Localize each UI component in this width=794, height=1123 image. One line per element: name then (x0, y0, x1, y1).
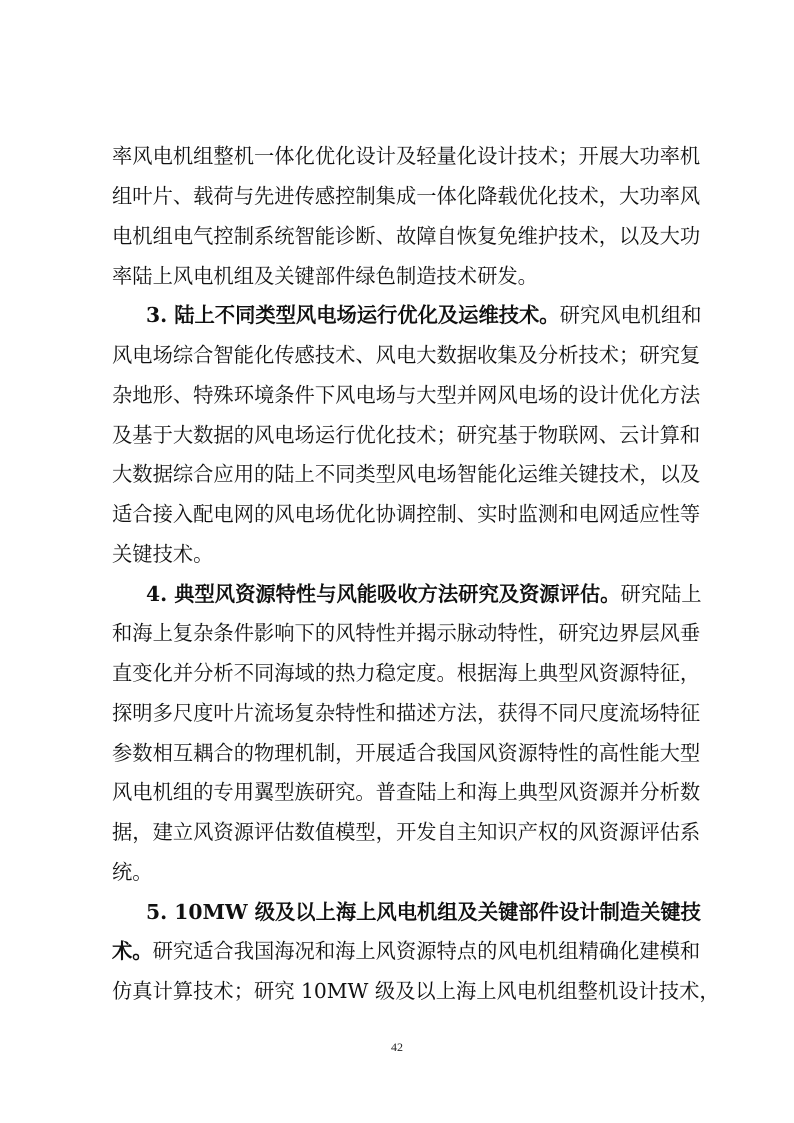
text-line: 统。 (112, 860, 153, 884)
text-line: 及基于大数据的风电场运行优化技术；研究基于物联网、云计算和 (112, 423, 701, 447)
text-line: 仿真计算技术；研究 10MW 级及以上海上风电机组整机设计技术， (112, 979, 720, 1003)
text-line: 组叶片、载荷与先进传感控制集成一体化降载优化技术，大功率风 (112, 184, 701, 208)
text-line: 直变化并分析不同海域的热力稳定度。根据海上典型风资源特征， (112, 661, 701, 685)
text-line: 风电场综合智能化传感技术、风电大数据收集及分析技术；研究复 (112, 343, 701, 367)
section-heading-continued: 术。 (112, 939, 153, 963)
section-heading-line: 3. 陆上不同类型风电场运行优化及运维技术。研究风电机组和 (146, 303, 702, 327)
text-line: 关键技术。 (112, 542, 214, 566)
text-line: 适合接入配电网的风电场优化协调控制、实时监测和电网适应性等 (112, 502, 701, 526)
section-heading: 3. 陆上不同类型风电场运行优化及运维技术。 (146, 303, 560, 327)
text-line: 大数据综合应用的陆上不同类型风电场智能化运维关键技术，以及 (112, 462, 701, 486)
page-number: 42 (391, 1040, 403, 1054)
section-heading-line: 4. 典型风资源特性与风能吸收方法研究及资源评估。研究陆上 (146, 582, 702, 606)
text-line: 率风电机组整机一体化优化设计及轻量化设计技术；开展大功率机 (112, 144, 701, 168)
text-line: 术。研究适合我国海况和海上风资源特点的风电机组精确化建模和 (112, 939, 701, 963)
text-line: 据，建立风资源评估数值模型，开发自主知识产权的风资源评估系 (112, 820, 701, 844)
section-heading-line (146, 895, 701, 929)
text-line: 杂地形、特殊环境条件下风电场与大型并网风电场的设计优化方法 (112, 383, 701, 407)
text-line: 风电机组的专用翼型族研究。普查陆上和海上典型风资源并分析数 (112, 780, 701, 804)
section-heading: 4. 典型风资源特性与风能吸收方法研究及资源评估。 (146, 582, 621, 606)
text-line: 探明多尺度叶片流场复杂特性和描述方法，获得不同尺度流场特征 (112, 701, 701, 725)
section-heading: 5. 10MW 级及以上海上风电机组及关键部件设计制造关键技 (146, 900, 701, 924)
text-line: 参数相互耦合的物理机制，开展适合我国风资源特性的高性能大型 (112, 741, 701, 765)
text-line: 和海上复杂条件影响下的风特性并揭示脉动特性，研究边界层风垂 (112, 621, 701, 645)
text-line: 电机组电气控制系统智能诊断、故障自恢复免维护技术，以及大功 (112, 224, 701, 248)
text-line: 率陆上风电机组及关键部件绿色制造技术研发。 (112, 264, 538, 288)
